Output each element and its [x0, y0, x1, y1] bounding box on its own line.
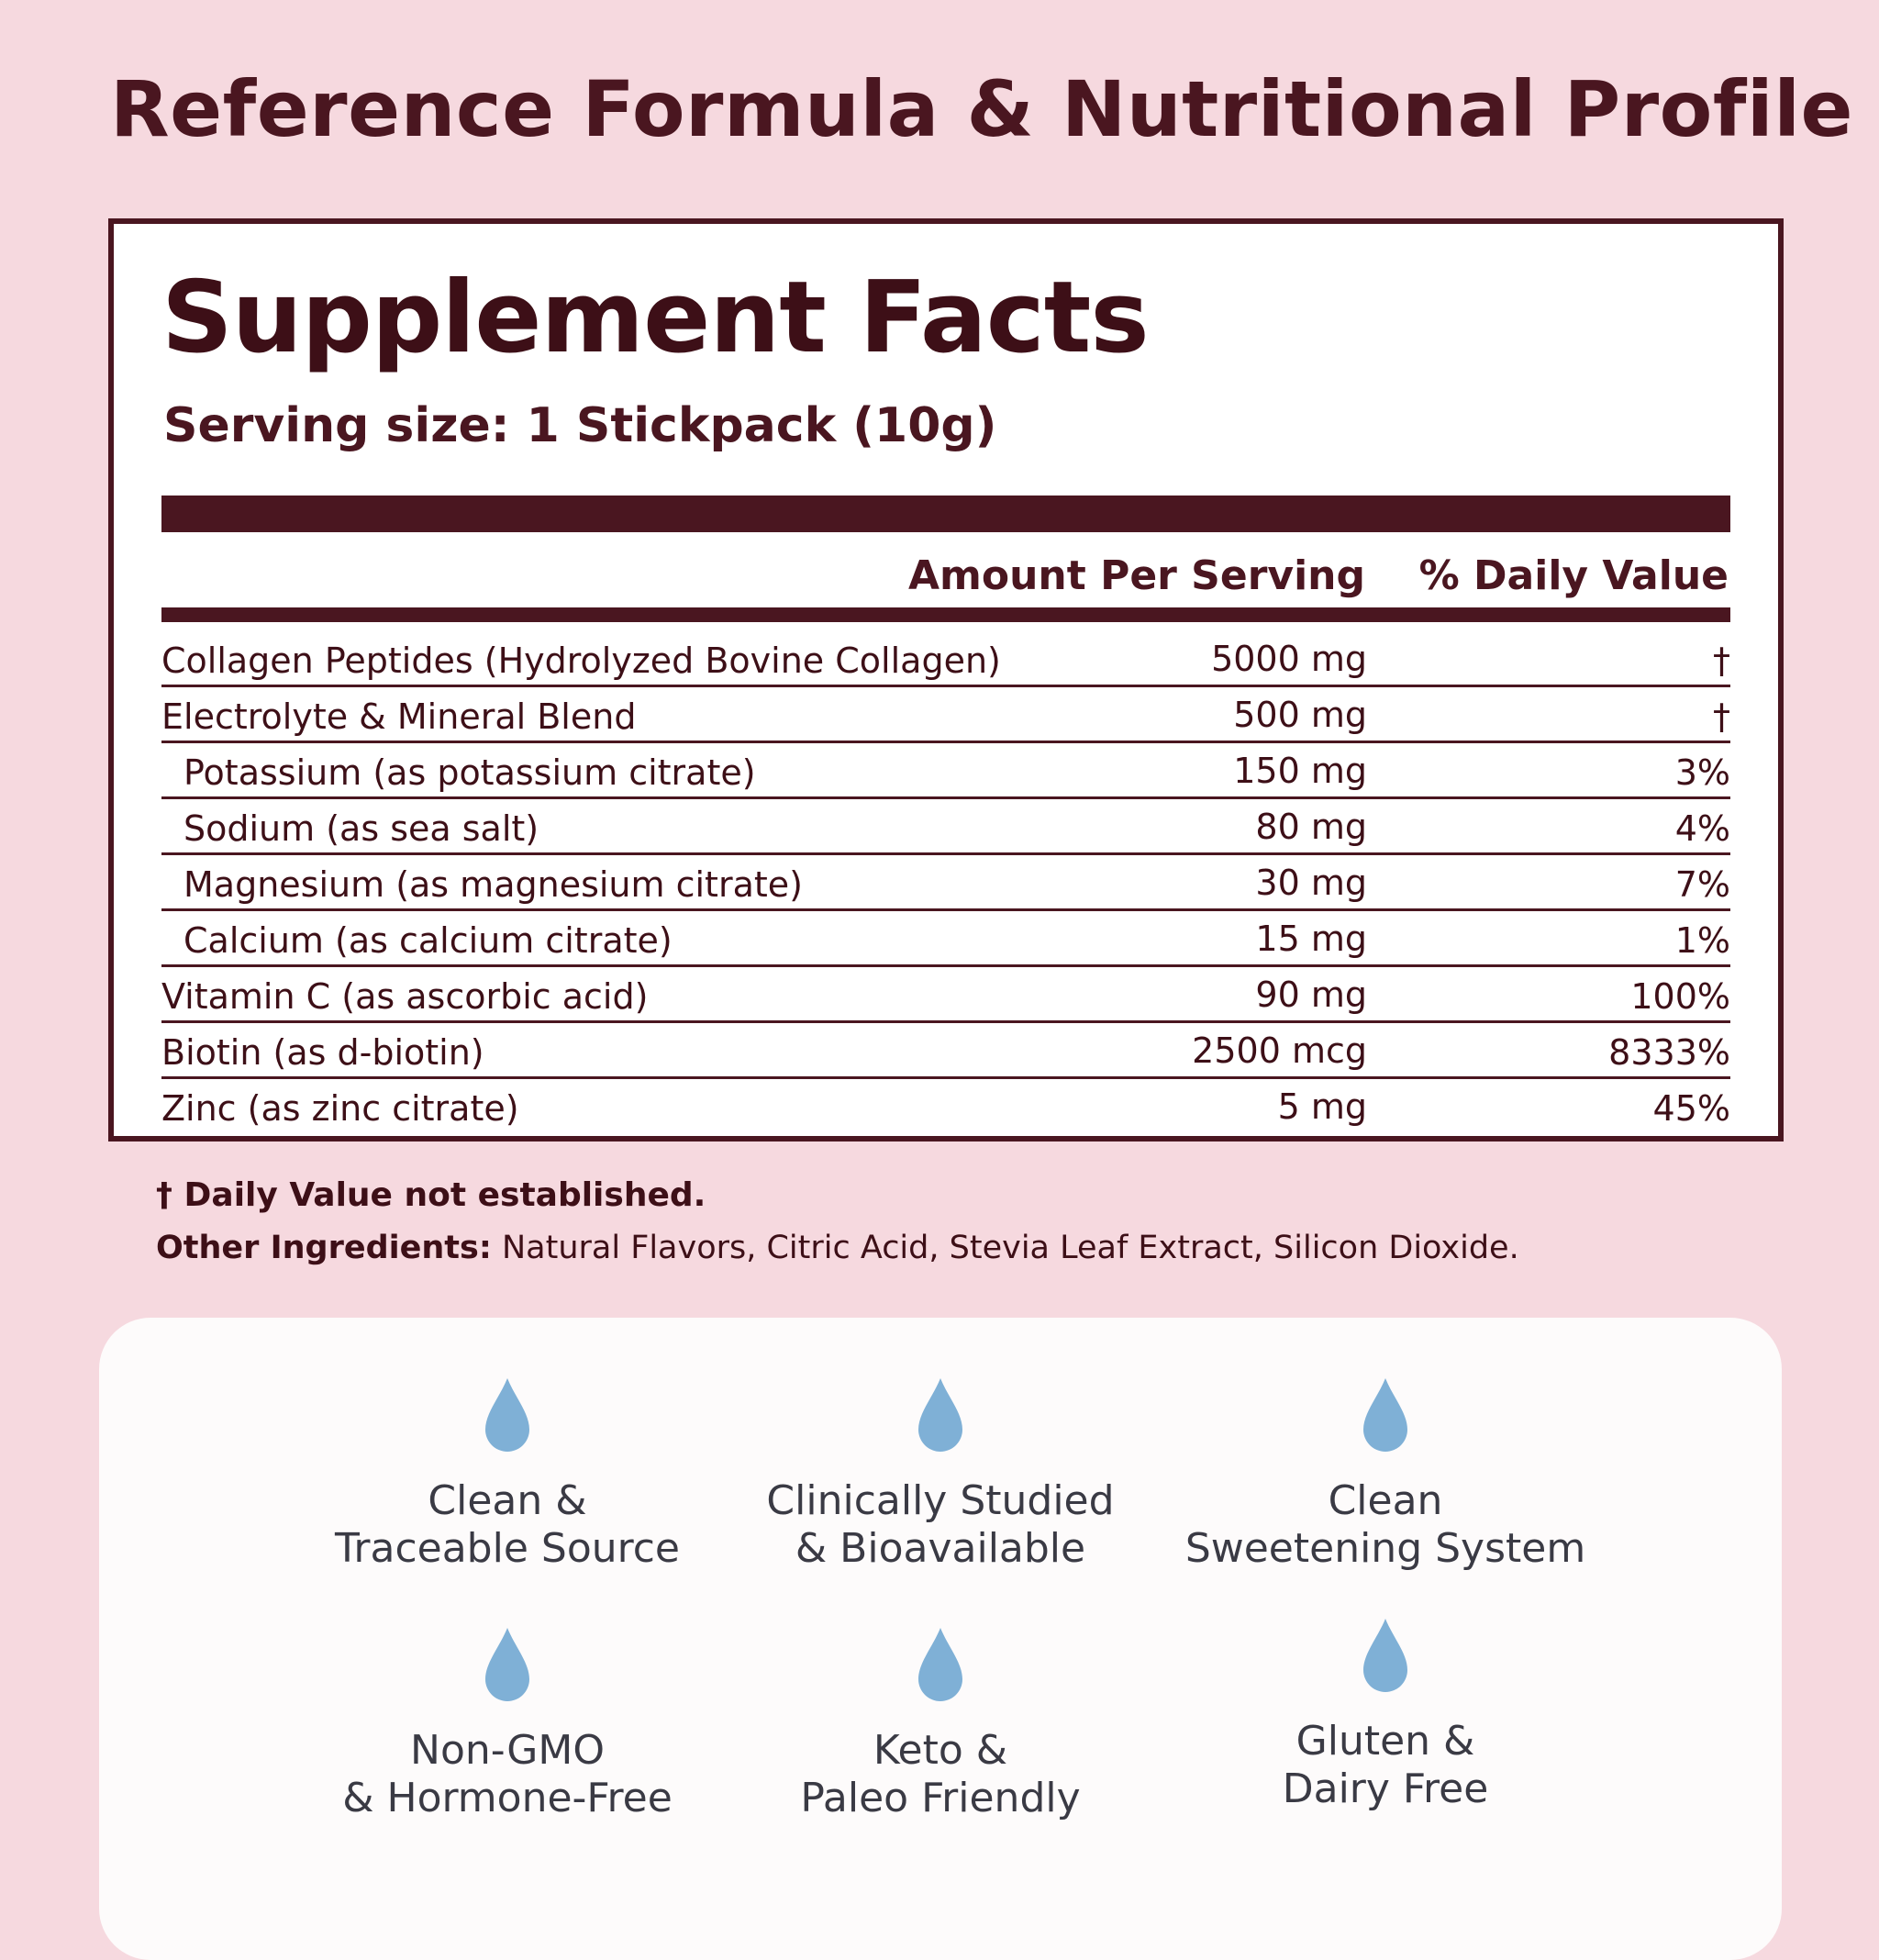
page-title: Reference Formula & Nutritional Profile: [110, 64, 1853, 154]
supplement-facts-title: Supplement Facts: [161, 261, 1149, 375]
water-drop-icon: [482, 1626, 533, 1703]
feature-label: Keto & Paleo Friendly: [800, 1727, 1081, 1821]
nutrient-name: Sodium (as sea salt): [183, 808, 539, 849]
serving-size: Serving size: 1 Stickpack (10g): [163, 398, 997, 453]
feature-label: Clinically Studied & Bioavailable: [766, 1477, 1115, 1572]
nutrient-amount: 80 mg: [1255, 807, 1367, 847]
table-row: [161, 631, 1730, 687]
feature-label: Non-GMO & Hormone-Free: [342, 1727, 673, 1821]
nutrient-amount: 5 mg: [1277, 1086, 1367, 1127]
nutrient-daily-value: 45%: [1652, 1088, 1730, 1129]
supplement-facts-panel: [108, 218, 1784, 1141]
nutrient-daily-value: 100%: [1630, 976, 1730, 1017]
nutrient-table: [161, 631, 1730, 1132]
daily-value-footnote: † Daily Value not established.: [156, 1176, 706, 1214]
feature-item: [684, 1626, 1197, 1822]
table-row: [161, 743, 1730, 799]
nutrient-daily-value: 3%: [1674, 752, 1730, 793]
table-row: [161, 1079, 1730, 1132]
top-divider-bar: [161, 496, 1730, 532]
header-divider-bar: [161, 607, 1730, 622]
nutrient-amount: 2500 mcg: [1192, 1030, 1367, 1071]
nutrient-name: Vitamin C (as ascorbic acid): [161, 976, 649, 1017]
nutrient-daily-value: 4%: [1674, 808, 1730, 849]
nutrient-amount: 150 mg: [1233, 751, 1367, 791]
nutrient-name: Magnesium (as magnesium citrate): [183, 864, 803, 905]
feature-label: Clean & Traceable Source: [334, 1477, 681, 1572]
nutrient-daily-value: 7%: [1674, 864, 1730, 905]
water-drop-icon: [1360, 1617, 1411, 1694]
water-drop-icon: [1360, 1376, 1411, 1453]
feature-label: Clean Sweetening System: [1184, 1477, 1586, 1572]
nutrient-name: Biotin (as d-biotin): [161, 1032, 484, 1073]
nutrient-daily-value: 1%: [1674, 920, 1730, 961]
nutrient-daily-value: †: [1713, 696, 1730, 737]
other-ingredients-label: Other Ingredients:: [156, 1230, 492, 1266]
table-row: [161, 967, 1730, 1023]
table-row: [161, 687, 1730, 743]
nutrient-amount: 5000 mg: [1211, 639, 1367, 679]
nutrient-amount: 90 mg: [1255, 974, 1367, 1015]
nutrient-name: Electrolyte & Mineral Blend: [161, 696, 637, 737]
water-drop-icon: [482, 1376, 533, 1453]
other-ingredients: [156, 1230, 1519, 1266]
amount-per-serving-header: Amount Per Serving: [907, 552, 1365, 599]
nutrient-name: Calcium (as calcium citrate): [183, 920, 673, 961]
nutrient-amount: 15 mg: [1255, 919, 1367, 959]
nutrient-name: Collagen Peptides (Hydrolyzed Bovine Collagen): [161, 640, 1001, 681]
feature-item: [684, 1376, 1197, 1573]
features-panel: [99, 1318, 1782, 1960]
feature-item: [1129, 1376, 1642, 1573]
table-row: [161, 911, 1730, 967]
nutrient-amount: 30 mg: [1255, 863, 1367, 903]
nutrient-daily-value: †: [1713, 640, 1730, 681]
nutrient-name: Potassium (as potassium citrate): [183, 752, 756, 793]
table-row: [161, 799, 1730, 855]
feature-label: Gluten & Dairy Free: [1282, 1718, 1489, 1812]
other-ingredients-text: Natural Flavors, Citric Acid, Stevia Leaf Extract, Silicon Dioxide.: [491, 1230, 1519, 1266]
table-row: [161, 855, 1730, 911]
feature-item: [1129, 1617, 1642, 1813]
nutrient-name: Zinc (as zinc citrate): [161, 1088, 519, 1129]
nutrient-daily-value: 8333%: [1608, 1032, 1730, 1073]
nutrient-amount: 500 mg: [1233, 695, 1367, 735]
water-drop-icon: [915, 1376, 966, 1453]
daily-value-header: % Daily Value: [1418, 552, 1729, 599]
water-drop-icon: [915, 1626, 966, 1703]
table-row: [161, 1023, 1730, 1079]
